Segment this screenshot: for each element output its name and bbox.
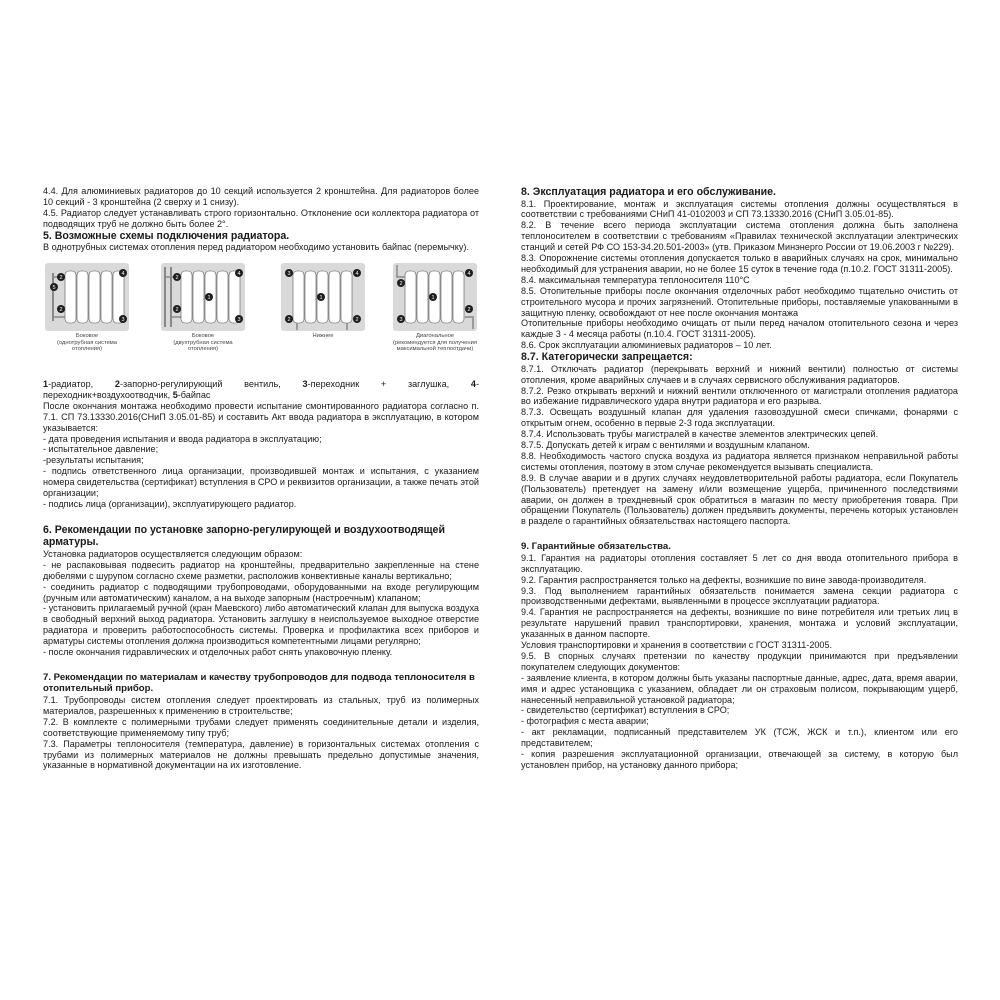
section-7-item: 7.2. В комплекте с полимерными трубами следует применять соединительные детали и изделия, соответствующие применяемому типу труб;: [43, 716, 479, 738]
section-6-title: 6. Рекомендации по установке запорно-регулирующей и воздухоотводящей арматуры.: [43, 523, 445, 549]
svg-text:3: 3: [399, 317, 403, 324]
diagram-diagonal: [393, 263, 477, 353]
svg-text:3: 3: [287, 271, 291, 278]
diagram-4-caption: Диагональное (рекомендуется для получения максимальной теплоотдачи): [393, 333, 477, 353]
svg-text:1: 1: [319, 295, 323, 302]
section-8-7-title: 8.7. Категорически запрещается:: [521, 351, 693, 364]
section-9-item: 9.3. Под выполнением гарантийных обязательств понимается замена секции радиатора с производственными дефектами, выявленными в процессе эксплуатации радиатора.: [521, 585, 958, 607]
section-8-7-item: 8.7.5. Допускать детей к играм с вентилями и воздушным клапаном.: [521, 440, 810, 451]
svg-text:1: 1: [431, 295, 435, 302]
section-8-item: 8.5. Отопительные приборы после окончания отделочных работ необходимо тщательно очистить от строительного мусора и прочих загрязнений. Отопительные приборы, поставляемые упакованными в защитную пленку, освобождают от нее после окончания монтажа: [521, 285, 958, 318]
svg-text:2: 2: [287, 317, 291, 324]
svg-text:4: 4: [355, 271, 359, 278]
section-8-item: 8.6. Срок эксплуатации алюминиевых радиаторов – 10 лет.: [521, 340, 772, 351]
act-item: - подпись лица (организации), эксплуатирующего радиатор.: [43, 499, 297, 509]
section-6-item: - не распаковывая подвесить радиатор на кронштейны, предварительно закрепленные на стене дюбелями с шурупом согласно схеме разметки, расположив конвективные каналы вертикально;: [43, 559, 479, 581]
section-8-8-item: 8.8. Необходимость частого спуска воздуха из радиатора является признаком неправильной работы системы отопления, поэтому в этом случае рекомендуется вызывать специалиста.: [521, 450, 958, 472]
svg-text:4: 4: [121, 271, 125, 278]
section-9-item: - заявление клиента, в котором должны быть указаны паспортные данные, адрес, дата, время аварии, имя и адрес установщика с указанием, обладает ли он страховым полисом, покрывающим ущерб, нанесенный неправильной установкой радиатора;: [521, 672, 958, 705]
section-5-title: 5. Возможные схемы подключения радиатора.: [43, 229, 290, 242]
after-install-text: После окончания монтажа необходимо провести испытание смонтированного радиатора согласно п. 7.1. СП 73.13330.2016(СНиП 3.05.01-85) и составить Акт ввода радиатора в эксплуатацию, в котором указывается:: [43, 400, 479, 433]
svg-text:1: 1: [207, 295, 211, 302]
svg-text:2: 2: [355, 317, 359, 324]
svg-text:2: 2: [399, 281, 403, 288]
svg-text:4: 4: [467, 271, 471, 278]
svg-text:4: 4: [237, 271, 241, 278]
svg-text:3: 3: [237, 317, 241, 324]
radiator-diagram-3-icon: [281, 263, 365, 331]
section-9-item: Условия транспортировки и хранения в соответствии с ГОСТ 31311-2005.: [521, 640, 833, 651]
paragraph-4-4: 4.4. Для алюминиевых радиаторов до 10 секций используется 2 кронштейна. Для радиаторов более 10 секций - 3 кронштейна (2 сверху и 1 снизу).: [43, 186, 479, 207]
section-9-title: 9. Гарантийные обязательства.: [521, 541, 671, 553]
diagram-side-double: [161, 263, 245, 353]
section-7-item: 7.3. Параметры теплоносителя (температура, давление) в горизонтальных системах отопления с трубами из полимерных материалов не должны превышать предельно допустимые значения, указанные в нормативной документации на их изготовление.: [43, 738, 479, 771]
radiator-diagram-1-icon: [45, 263, 129, 331]
section-8-item: 8.2. В течение всего периода эксплуатации система отопления должна быть заполнена теплоносителем в соответствии с требованиям «Правилах технической эксплуатации электрических станций и сетей РФ СО 153-34.20.501-2003» (утв. Приказом Минэнерго России от 19.06.2003 г №229).: [521, 220, 958, 253]
section-8-item: 8.1. Проектирование, монтаж и эксплуатация системы отопления должны осуществляться в соответствии с требованиями СНиП 41-0102003 и СП 73.13330.2016 (СНиП 3.05.01-85).: [521, 198, 958, 220]
diagram-3-caption: Нижнее: [312, 333, 334, 340]
radiator-diagram-4-icon: [393, 263, 477, 331]
section-9-item: - акт рекламации, подписанный представителем УК (ТСЖ, ЖСК и т.п.), клиентом или его представителем;: [521, 727, 958, 749]
section-9-item: - свидетельство (сертификат) вступления в СРО;: [521, 705, 730, 716]
diagram-legend: 1-радиатор, 2-запорно-регулирующий вентиль, 3-переходник + заглушка, 4-переходник+воздухоотводчик, 5-байпас: [43, 379, 480, 400]
section-8-9-item: 8.9. В случае аварии и в других случаях неудовлетворительной работы радиатора, если Покупатель (Пользователь) претендует на замену и/или возмещение ущерба, причиненного последствиями аварии, он должен в трехдневный срок обратиться в магазин по месту приобретения товара. При обращении Покупатель (Пользователь) должен предъявить документы, перечень которых установлен в разделе о гарантийных обязательствах настоящего паспорта.: [521, 472, 958, 527]
section-9-item: - копия разрешения эксплуатационной организации, отвечающей за систему, в которую был установлен прибор, на установку данного прибора;: [521, 749, 958, 770]
section-8-item: 8.4. максимальная температура теплоносителя 110°С: [521, 274, 750, 285]
right-column: [521, 186, 958, 771]
act-item: - дата проведения испытания и ввода радиатора в эксплуатацию;: [43, 433, 322, 444]
diagram-side-single: [45, 263, 129, 353]
section-8-item: Отопительные приборы необходимо очищать от пыли перед началом отопительного сезона и через каждые 3 - 4 месяца работы (п.10.4. ГОСТ 31311-2005).: [521, 318, 958, 340]
diagram-1-caption: Боковое (однотрубная система отопления): [56, 333, 118, 353]
svg-text:5: 5: [52, 285, 56, 292]
section-6-item: - после окончания гидравлических и отделочных работ снять упаковочную пленку.: [43, 647, 393, 658]
section-7-title: 7. Рекомендации по материалам и качеству трубопроводов для подвода теплоносителя в отопительный прибор.: [43, 671, 475, 695]
section-8-item: 8.3. Опорожнение системы отопления допускается только в аварийных случаях на срок, минимально необходимый для устранения аварии, но не более 15 суток в течение года (п.10.2. ГОСТ 31311-2005).: [521, 253, 958, 274]
section-8-7-item: 8.7.2. Резко открывать верхний и нижний вентили отключенного от магистрали отопления радиатора во избежание гидравлического удара внутри радиатора и его разрыва.: [521, 385, 958, 407]
left-column: [43, 186, 479, 771]
section-9-item: 9.4. Гарантия не распространяется на дефекты, возникшие по вине потребителя или третьих лиц в результате нарушений правил транспортировки, хранения, монтажа и условий эксплуатации, указанных в данном паспорте.: [521, 607, 958, 640]
paragraph-4-5: 4.5. Радиатор следует устанавливать строго горизонтально. Отклонение оси коллектора радиатора от подводящих труб не должно быть более 2°.: [43, 207, 479, 229]
section-6-intro: Установка радиаторов осуществляется следующим образом:: [43, 548, 303, 559]
diagram-2-caption: Боковое (двухтрубная система отопления): [173, 333, 233, 353]
act-item: - подпись ответственного лица организации, производившей монтаж и испытания, с указанием номера свидетельства (сертификат) вступления в СРО и реквизитов организации, а также печать этой организации;: [43, 466, 479, 499]
section-9-item: - фотография с места аварии;: [521, 716, 649, 727]
svg-text:2: 2: [59, 307, 63, 314]
act-item: - испытательное давление;: [43, 444, 159, 455]
section-9-item: 9.2. Гарантия распространяется только на дефекты, возникшие по вине завода-производителя.: [521, 574, 927, 585]
svg-text:2: 2: [467, 307, 471, 314]
section-6-item: - установить прилагаемый ручной (кран Маевского) либо автоматический клапан для выпуска воздуха в свободный верхний выход радиатора. Установить заглушку в неиспользуемое выходное отверстие радиатора и проверить работоспособность системы. Проверка и профилактика всех приборов и арматуры системы отопления должна производиться компетентными лицами регулярно;: [43, 603, 479, 647]
section-7-item: 7.1. Трубопроводы систем отопления следует проектировать из стальных, труб из полимерных материалов, разрешенных к применению в строительстве;: [43, 694, 479, 716]
svg-text:3: 3: [121, 317, 125, 324]
section-8-7-item: 8.7.3. Освещать воздушный клапан для удаления газовоздушной смеси спичками, фонарями с открытым огнем, особенно в первые 2-3 года эксплуатации.: [521, 407, 958, 429]
section-9-item: 9.1. Гарантия на радиаторы отопления составляет 5 лет со дня ввода отопительного прибора в эксплуатацию.: [521, 552, 958, 574]
connection-diagrams: [43, 263, 479, 375]
diagram-bottom: [281, 263, 365, 340]
section-8-title: 8. Эксплуатация радиатора и его обслуживание.: [521, 186, 776, 198]
act-item: -результаты испытания;: [43, 455, 144, 466]
svg-text:2: 2: [175, 307, 179, 314]
section-8-7-item: 8.7.1. Отключать радиатор (перекрывать верхний и нижний вентили) полностью от системы отопления, кроме аварийных случаев и в случаях сервисного обслуживания радиаторов.: [521, 363, 958, 385]
svg-text:2: 2: [59, 275, 63, 282]
section-8-7-item: 8.7.4. Использовать трубы магистралей в качестве элементов электрических цепей.: [521, 429, 879, 440]
svg-text:2: 2: [175, 275, 179, 282]
radiator-diagram-2-icon: [161, 263, 245, 331]
section-6-item: - соединить радиатор с подводящими трубопроводами, оборудованными на входе регулирующим (ручным или автоматическим) каналом, а на выходе запорным (настроечным) клапаном;: [43, 581, 479, 603]
section-5-intro: В однотрубных системах отопления перед радиатором необходимо установить байпас (перемычку).: [43, 242, 469, 253]
section-9-item: 9.5. В спорных случаях претензии по качеству продукции принимаются при предъявлении покупателем следующих документов:: [521, 650, 958, 672]
